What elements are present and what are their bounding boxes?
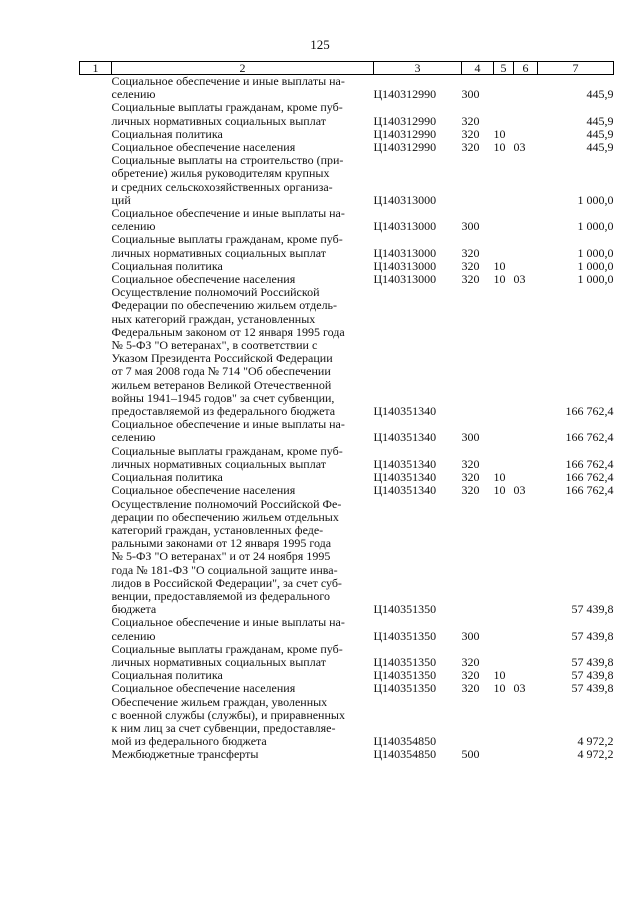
row-expense-type: 300 [461, 628, 480, 643]
row-amount: 1 000,0 [577, 219, 614, 234]
row-name: Социальные выплаты гражданам, кроме пуб- личных нормативных социальных выплат [111, 100, 343, 128]
row-col-1 [80, 141, 112, 154]
row-subsection: 03 [513, 483, 526, 498]
row-name: Социальное обеспечение и иные выплаты на- селению [111, 417, 345, 445]
row-section [494, 286, 514, 418]
row-col-1 [80, 273, 112, 286]
header-col-7: 7 [538, 62, 614, 75]
header-col-2: 2 [112, 62, 374, 75]
row-section [494, 233, 514, 259]
row-name: Социальные выплаты на строительство (при- обретение) жилья руководителям крупных и средних сельскохозяйственных организа- ций [111, 153, 344, 207]
row-expense-type [462, 498, 494, 617]
row-amount: 166 762,4 [565, 404, 614, 419]
row-expense-type: 320 [461, 470, 480, 485]
table-row [80, 207, 614, 233]
row-subsection [514, 696, 538, 749]
table-row [80, 154, 614, 207]
row-amount: 445,9 [586, 126, 614, 141]
row-col-1 [80, 233, 112, 259]
row-expense-type: 300 [461, 219, 480, 234]
row-subsection [514, 616, 538, 642]
row-amount: 57 439,8 [571, 654, 614, 669]
row-code: Ц140312990 [373, 113, 437, 128]
row-expense-type [462, 286, 494, 418]
row-name: Социальное обеспечение и иные выплаты на- селению [111, 615, 345, 643]
row-subsection [514, 101, 538, 127]
row-amount: 166 762,4 [565, 483, 614, 498]
row-amount: 57 439,8 [571, 602, 614, 617]
row-amount: 1 000,0 [577, 192, 614, 207]
row-amount: 166 762,4 [565, 470, 614, 485]
row-col-1 [80, 75, 112, 102]
row-amount: 445,9 [586, 140, 614, 155]
row-subsection [514, 498, 538, 617]
row-section [494, 748, 514, 761]
row-code: Ц140351340 [373, 470, 437, 485]
row-name: Социальная политика [111, 668, 223, 683]
row-section: 10 [493, 258, 506, 273]
table-row [80, 682, 614, 695]
row-expense-type: 320 [461, 245, 480, 260]
row-name: Социальные выплаты гражданам, кроме пуб- личных нормативных социальных выплат [111, 641, 343, 669]
table-row [80, 643, 614, 669]
row-col-1 [80, 260, 112, 273]
row-code: Ц140351350 [373, 681, 437, 696]
row-code: Ц140351340 [373, 483, 437, 498]
row-section: 10 [493, 681, 506, 696]
row-code: Ц140351350 [373, 654, 437, 669]
header-col-5: 5 [494, 62, 514, 75]
row-code: Ц140351350 [373, 602, 437, 617]
row-code: Ц140354850 [373, 747, 437, 762]
table-row [80, 101, 614, 127]
table-row [80, 75, 614, 102]
row-name: Социальная политика [111, 126, 223, 141]
row-subsection [514, 445, 538, 471]
row-name: Социальные выплаты гражданам, кроме пуб- личных нормативных социальных выплат [111, 232, 343, 260]
row-section [494, 75, 514, 102]
row-section [494, 498, 514, 617]
row-name: Осуществление полномочий Российской Федерации по обеспечению жильем отдель- ных категорий граждан, установленных Федеральным законом от 12 января 1995 года № 5-ФЗ "О ветеранах", в соответствии с Указом Президента Российской Федерации от 7 мая 2008 года № 714 "Об обеспечении жильем ветеранов Великой Отечественной войны 1941–1945 годов" за счет субвенции, предоставляемой из федерального бюджета [111, 285, 345, 419]
row-code: Ц140313000 [373, 258, 437, 273]
table-row [80, 696, 614, 749]
table-row [80, 445, 614, 471]
row-expense-type: 320 [461, 140, 480, 155]
table-row [80, 233, 614, 259]
row-col-1 [80, 669, 112, 682]
header-col-3: 3 [374, 62, 462, 75]
row-section [494, 696, 514, 749]
header-col-4: 4 [462, 62, 494, 75]
table-row [80, 286, 614, 418]
row-expense-type: 320 [461, 258, 480, 273]
row-subsection [514, 154, 538, 207]
budget-table [79, 61, 614, 762]
row-col-1 [80, 207, 112, 233]
row-expense-type [462, 154, 494, 207]
row-col-1 [80, 471, 112, 484]
row-expense-type: 320 [461, 681, 480, 696]
row-section [494, 154, 514, 207]
row-amount: 166 762,4 [565, 456, 614, 471]
table-body [80, 75, 614, 762]
row-code: Ц140312990 [373, 87, 437, 102]
row-expense-type: 320 [461, 126, 480, 141]
row-section [494, 101, 514, 127]
table-row [80, 748, 614, 761]
table-header-row [80, 62, 614, 75]
row-code: Ц140313000 [373, 219, 437, 234]
row-col-1 [80, 154, 112, 207]
row-col-1 [80, 616, 112, 642]
row-expense-type: 300 [461, 87, 480, 102]
header-col-6: 6 [514, 62, 538, 75]
row-section [494, 207, 514, 233]
row-section: 10 [493, 140, 506, 155]
row-name: Обеспечение жильем граждан, уволенных с военной службы (службы), и приравненных к ним лиц за счет субвенции, предоставляе- мой из федерального бюджета [111, 694, 345, 749]
row-code: Ц140312990 [373, 140, 437, 155]
page-number: 125 [310, 37, 330, 52]
row-subsection: 03 [513, 681, 526, 696]
header-col-1: 1 [80, 62, 112, 75]
row-expense-type: 300 [461, 430, 480, 445]
row-code: Ц140313000 [373, 245, 437, 260]
table-row [80, 498, 614, 617]
row-section [494, 616, 514, 642]
row-name: Социальная политика [111, 258, 223, 273]
row-amount: 1 000,0 [577, 258, 614, 273]
row-subsection [514, 207, 538, 233]
row-code: Ц140354850 [373, 734, 437, 749]
row-col-1 [80, 128, 112, 141]
row-section: 10 [493, 470, 506, 485]
row-section [494, 445, 514, 471]
row-code: Ц140351350 [373, 668, 437, 683]
row-subsection [514, 643, 538, 669]
row-section: 10 [493, 483, 506, 498]
table-row [80, 616, 614, 642]
row-subsection [514, 286, 538, 418]
row-col-1 [80, 696, 112, 749]
row-amount: 4 972,2 [577, 734, 614, 749]
row-name: Межбюджетные трансферты [111, 747, 259, 762]
row-name: Социальная политика [111, 470, 223, 485]
row-col-1 [80, 498, 112, 617]
table-row [80, 484, 614, 497]
row-code: Ц140313000 [373, 272, 437, 287]
row-name: Социальное обеспечение населения [111, 681, 296, 696]
table-row [80, 418, 614, 444]
row-amount: 445,9 [586, 87, 614, 102]
row-section: 10 [493, 272, 506, 287]
row-amount: 1 000,0 [577, 272, 614, 287]
row-code: Ц140312990 [373, 126, 437, 141]
row-amount: 1 000,0 [577, 245, 614, 260]
row-col-1 [80, 445, 112, 471]
row-col-1 [80, 748, 112, 761]
row-subsection: 03 [513, 272, 526, 287]
row-expense-type: 320 [461, 113, 480, 128]
row-name: Социальное обеспечение и иные выплаты на- селению [111, 74, 345, 102]
row-col-1 [80, 101, 112, 127]
row-name: Социальные выплаты гражданам, кроме пуб- личных нормативных социальных выплат [111, 443, 343, 471]
row-code: Ц140351340 [373, 456, 437, 471]
row-amount: 57 439,8 [571, 668, 614, 683]
row-col-1 [80, 418, 112, 444]
row-amount: 57 439,8 [571, 681, 614, 696]
row-amount: 166 762,4 [565, 430, 614, 445]
row-name: Социальное обеспечение населения [111, 140, 296, 155]
row-expense-type: 320 [461, 456, 480, 471]
row-subsection [514, 748, 538, 761]
row-amount: 57 439,8 [571, 628, 614, 643]
row-amount: 445,9 [586, 113, 614, 128]
row-col-1 [80, 682, 112, 695]
row-section: 10 [493, 126, 506, 141]
row-subsection [514, 75, 538, 102]
row-code: Ц140351350 [373, 628, 437, 643]
row-col-1 [80, 286, 112, 418]
row-section: 10 [493, 668, 506, 683]
row-code: Ц140351340 [373, 430, 437, 445]
row-name: Социальное обеспечение и иные выплаты на- селению [111, 206, 345, 234]
row-name: Социальное обеспечение населения [111, 483, 296, 498]
row-name: Осуществление полномочий Российской Фе- дерации по обеспечению жильем отдельных категорий граждан, установленных феде- ральными законами от 12 января 1995 года № 5-ФЗ "О ветеранах" и от 24 ноября 1995 года № 181-ФЗ "О социальной защите инва- лидов в Российской Федерации", за счет суб- венции, предоставляемой из федерального бюджета [111, 496, 342, 617]
row-col-1 [80, 484, 112, 497]
row-amount: 4 972,2 [577, 747, 614, 762]
row-expense-type [462, 696, 494, 749]
row-name: Социальное обеспечение населения [111, 272, 296, 287]
row-code: Ц140351340 [373, 404, 437, 419]
row-subsection [514, 418, 538, 444]
row-code: Ц140313000 [373, 192, 437, 207]
row-expense-type: 500 [461, 747, 480, 762]
row-subsection: 03 [513, 140, 526, 155]
row-section [494, 643, 514, 669]
row-col-1 [80, 643, 112, 669]
row-expense-type: 320 [461, 483, 480, 498]
row-section [494, 418, 514, 444]
row-expense-type: 320 [461, 668, 480, 683]
row-expense-type: 320 [461, 654, 480, 669]
row-subsection [514, 233, 538, 259]
row-expense-type: 320 [461, 272, 480, 287]
